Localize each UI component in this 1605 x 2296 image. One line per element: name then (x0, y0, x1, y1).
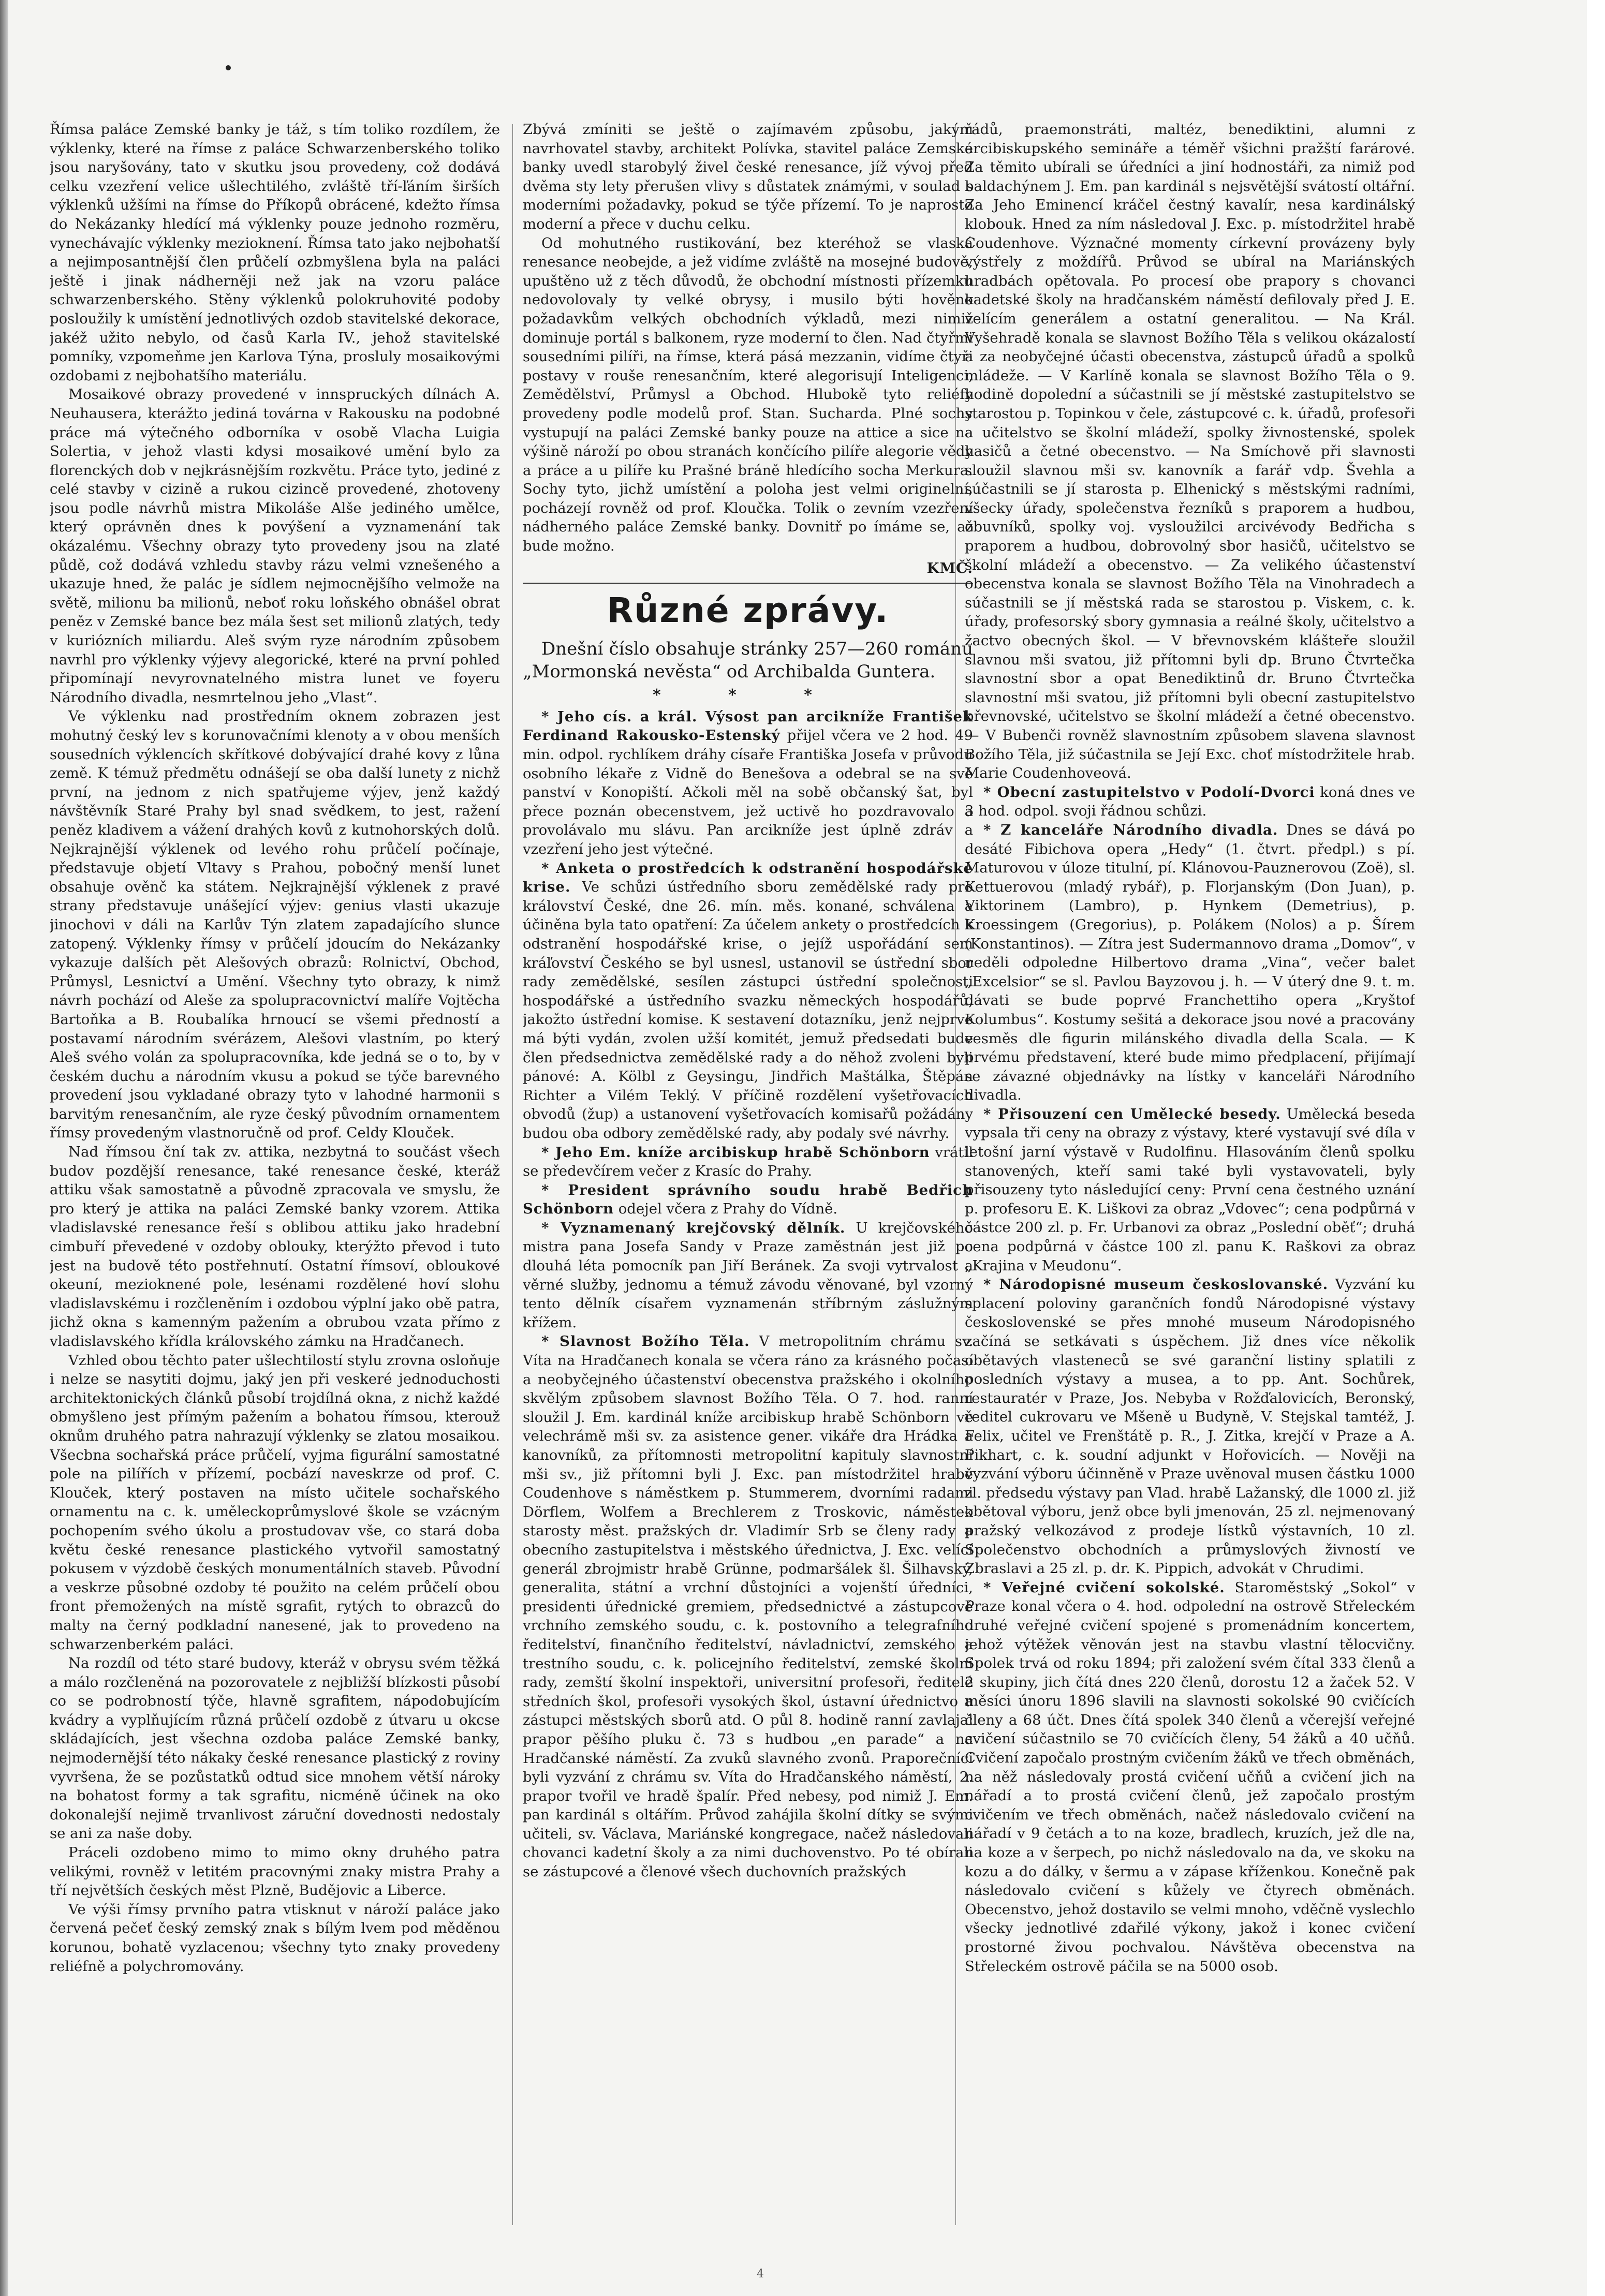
paragraph: Od mohutného rustikování, bez kteréhož se vlaská renesance neobejde, a jež vidíme zvláště na mosejné budově, upuštěno už z těch důvodů, že obchodní místnosti přízemku nedovolovaly ty velké obrysy, i musilo býti hověno požadavkům velkých obchodních výkladů, mezi nimiž dominuje portál s balkonem, ryze moderní to člen. Nad čtyřmi sousedními pilíři, na římse, která pásá mezzanin, vidíme čtyři postavy v rouše renesančním, které alegorisují Inteligenci, Zemědělství, Průmysl a Obchod. Hlubokě tyto reliéfy provedeny podle modelů prof. Stan. Sucharda. Plné sochy vystupují na paláci Zemské banky pouze na attice a sice na výšině nároží po obou stranách končícího pilíře alegorie vědy a práce a u pilíře ku Prašné bráně hledícího socha Merkura. Sochy tyto, jichž umístění a poloha jest velmi originelní, pocházejí rovněž od prof. Kloučka. Tolik o zevním vzezření nádherného paláce Zemské banky. Dovnitř po ímáme se, až bude možno. (523, 234, 973, 555)
news-body: Vyzvání ku splacení poloviny garančních fondů Národopisné výstavy československé se přes mnohé museum Národopisného začíná se setkávati s úspěchem. Již dnes více několik obětavých vlasteneců se své garanční listiny splatili z posledních výstavy a musea, a to pp. Ant. Sochůrek, restauratér v Praze, Jos. Nebyba v Rožďalovicích, Beronský, ředitel cukrovaru ve Mšeně u Budyně, V. Stejskal tamtéž, J. Felix, učitel ve Frenštátě p. R., J. Zitka, krejčí v Praze a A. Pikhart, c. k. soudní adjunkt v Hořovicích. — Nověji na vyzvání výboru účinněně v Praze uvěnoval musen částku 1000 zl. předsedu výstavy pan Vlad. hrabě Lažanský, dle 1000 zl. již obětoval výboru, jenž obce byli jmenován, 25 zl. nejmenovaný pražský velkozávod z prodeje lístků výstavních, 10 zl. Společenstvo obchodních a průmyslových živností ve Zbraslavi a 25 zl. p. dr. K. Pippich, advokát v Chrudimi. (965, 1276, 1415, 1577)
news-item (523, 707, 973, 859)
news-headline: * Jeho cís. a král. Výsost pan arcikníže František Ferdinand Rakousko-Estenský (523, 708, 973, 744)
section-intro: Dnešní číslo obsahuje stránky 257—260 románu „Mormonská nevěsta“ od Archibalda Guntera. (523, 639, 973, 683)
paragraph: Zbývá zmíniti se ještě o zajímavém způsobu, jakým navrhovatel stavby, architekt Polívka, stavitel paláce Zemské banky uvedl starobylý živel české renesance, jíž vývoj před dvěma sty lety přerušen vlivy s důstatek známými, v soulad s moderními požadavky, pokud se týče přízemí. To je naprosto moderní a přece v duchu celku. (523, 121, 973, 232)
news-body: Dnes se dává po desáté Fibichova opera „Hedy“ (1. čtvrt. předpl.) s pí. Maturovou v úloze titulní, pí. Klánovou-Pauznerovou (Zoë), sl. Kettuerovou (mladý rybář), p. Florjanským (Don Juan), p. Viktorinem (Lambro), p. Hynkem (Demetrius), p. Kroessingem (Gregorius), p. Polákem (Nolos) a p. Šírem (Konstantinos). — Zítra jest Sudermannovo drama „Domov“, v neděli odpoledne Hilbertovo drama „Vina“, večer balet „Excelsior“ se sl. Pavlou Bayzovou j. h. — V úterý dne 9. t. m. dávati se bude poprvé Franchettiho opera „Kryštof Kolumbus“. Kostumy sešitá a dekorace jsou nové a pracovány vesměs dle figurin milánského divadla della Scala. — K prvému představení, které bude mimo předplacení, přijímají se závazné objednávky na lístky v kanceláři Národního divadla. (965, 821, 1415, 1104)
news-item (965, 1105, 1415, 1275)
paragraph: Ve výklenku nad prostředním oknem zobrazen jest mohutný český lev s korunovačními klenoty a v obou menších sousedních výklencích skřítkové dobývající drahé kovy z lůna země. K témuž předmětu odnášejí se oba další lunety z nichž první, na jednom z nich spatřujeme výjev, jenž každý návštěvník Staré Prahy byl snad svědkem, to jest, ražení peněz kladivem a vážení drahých kovů z kutnohorských dolů. Nejkrajnější výklenek od levého rohu průčelí počínaje, představuje objetí Vltavy s Prahou, pobočný menší lunet obsahuje ověnč ka státem. Nejkrajnější výklenek z pravé strany představuje unášející výjev: genius vlasti ukazuje jinochovi v dáli na Karlův Týn zlatem zapadajícího slunce zatopený. Výklenky římsy v průčelí jdoucím do Nekázanky vykazuje dalších pět Alešových obrazů: Rolnictví, Obchod, Průmysl, Lesnictví a Umění. Všechny tyto obrazy, k nimž návrh pochází od Aleše za spolupracovnictví malíře Vojtěcha Bartoňka a B. Roubalíka hrnoucí se všemi předností a postavamí národním svérázem, Alešovi vlastním, po který Aleš svého volán za spolupracovníka, kde jedná se o to, by v českém duchu a národním vkusu a pokud se týče barevného provedení jsou vykladané obrazy tyto v lahodné harmonii s barvitým renesančním, ale ryze český původním ornamentem římsy provedeným vlastnoručně od prof. Celdy Klouček. (50, 708, 500, 1142)
news-headline: * Vyznamenaný krejčovský dělník. (541, 1219, 846, 1236)
news-list-col2 (523, 707, 973, 1882)
news-headline: * Slavnost Božího Těla. (541, 1333, 750, 1350)
section-divider (523, 583, 973, 584)
print-mark-dot (226, 65, 231, 70)
news-body: vrátil se předevčírem večer z Krasíc do Prahy. (523, 1144, 973, 1180)
news-body: řádů, praemonstráti, maltéz, benediktini, alumni z arcibiskupského semináře a téměř všichni pražští farárové. Za těmito ubírali se úředníci a jiní hodnostáři, za nimiž pod baldachýnem J. Em. pan kardinál s nejsvětější svátostí oltářní. Za Jeho Eminencí kráčel čestný kavalír, nesa kardinálský klobouk. Hned za ním následoval J. Exc. p. místodržitel hrabě Coudenhove. Význačné momenty církevní provázeny byly výstřely z moždířů. Průvod se ubíral na Mariánských hradbách opětovala. Po procesí obe prapory s chovanci kadetské školy na hradčanském náměstí defilovaly před J. E. velícím generálem a ostatní generalitou. — Na Král. Vyšehradě konala se slavnost Božího Těla s velikou okázalostí a za neobyčejné účasti obecenstva, zástupců úřadů a spolků mládeže. — V Karlíně konala se slavnost Božího Těla o 9. hodině dopolední a súčastnili se jí městské zastupitelstvo se starostou p. Topinkou v čele, zástupcové c. k. úřadů, profesoři a učitelstvo se školní mládeží, spolky živnostenské, spolek hasičů a četné obecenstvo. — Na Smíchově při slavnosti sloužil slavnou mši sv. kanovník a farář vdp. Švehla a súčastnili se jí starosta p. Elhenický s městskými radními, všecky úřady, společenstva řezníků s praporem a hudbou, obuvníků, spolky voj. vysloužilci arcivévody Bedřicha s praporem a hudbou, dobrovolný sbor hasičů, učitelstvo se školní mládeží a obecenstvo. — Za velikého účastenství obecenstva konala se slavnost Božího Těla na Vinohradech a súčastnili se jí městská rada se starostou p. Viskem, c. k. úřady, profesorský sbory gymnasia a reálné školy, učitelstvo a žactvo obecných škol. — V břevnovském klášteře sloužil slavnou mši svatou, již přítomni byli dp. Bruno Čtvrtečka slavnostní sbor a opat Benediktinů dr. Bruno Čtvrtečka slavnostní mši svatou, již přítomni byli obecní zastupitelstvo břevnovské, učitelstvo se školní mládeží a četné obecenstvo. — V Bubenči rovněž slavnostním způsobem slavena slavnost Božího Těla, již súčastnila se Její Exc. choť místodržitele hrab. Marie Coudenhoveová. (965, 121, 1415, 782)
paragraph: Ve výši římsy prvního patra vtisknut v nároží paláce jako červená pečeť český zemský znak s bílým lvem pod měděnou korunou, bohatě vyzlacenou; všechny tyto znaky provedeny reliéfně a polychromovány. (50, 1901, 500, 1975)
news-item (965, 1275, 1415, 1578)
news-list-col3 (965, 120, 1415, 1976)
paragraph: Římsa paláce Zemské banky je táž, s tím toliko rozdílem, že výklenky, které na římse z paláce Schwarzenberského toliko jsou naryšovány, tato v skutku jsou provedeny, což dodává celku vzezření velice ušlechtilého, zvláště tří-ľáním širších výklenků užšími na římse do Příkopů obrácené, kdežto římsa do Nekázanky hledící má výklenky pouze jednoho rozměru, vynechávajíc výklenky mezioknení. Římsa tato jako nejbohatší a nejimposantnější člen průčelí ozbmyšlena byla na paláci ještě i jinak nádherněji než jak na vzoru paláce schwarzenberského. Stěny výklenků polokruhovité podoby posloužily k umístění jednotlivých ozdob stavitelské dekorace, jakéž užito nebylo, od časů Karla IV., jehož stavitelské pomníky, vzpomeňme jen Karlova Týna, prosluly mosaikovými ozdobami z nejbohatšího materiálu. (50, 121, 500, 384)
news-body: Staroměstský „Sokol“ v Praze konal včera o 4. hod. odpolední na ostrově Střeleckém druhé veřejné cvičení spojené s promenádním koncertem, jehož výtěžek věnován jest na stavbu vlastní tělocvičny. Spolek trvá od roku 1894; při založení svém čítal 333 členů a 2 skupiny, jich čítá dnes 220 členů, dorostu 12 a žaček 52. V měsíci únoru 1896 slavili na slavnosti sokolské 90 cvičících členy a 68 účt. Dnes čítá spolek 340 členů a včerejší veřejné cvičení súčastnilo se 70 cvičících členy, 54 žáků a 40 učňů. Cvičení započalo prostným cvičením žáků ve třech obměnách, na něž následovaly prostá cvičení učňů a cvičení jich na nářadí a to prostá cvičení členů, jež započalo prostým cvičením ve třech obměnách, načež následovalo cvičení na nářadí v 9 četách a to na koze, bradlech, kruzích, jež dle na, na koze a v šerpech, po nichž následovalo na da, ve skoku na kozu a do dálky, v šermu a v zápase kříženkou. Konečně pak následovalo cvičení s kůžely ve čtyrech obměnách. Obecenstvo, jehož dostavilo se velmi mnoho, vděčně vyslechlo všecky jednotlivé zdařilé výkony, jakož i konec cvičení prostorné živou pochvalou. Návštěva obecenstva na Střeleckém ostrově páčila se na 5000 osob. (965, 1579, 1415, 1975)
news-headline: * Z kanceláře Národního divadla. (983, 821, 1278, 838)
paragraph: Práceli ozdobeno mimo to mimo okny druhého patra velikými, rovněž v letitém pracovnými znaky mistra Prahy a tří největších českých měst Plzně, Budějovic a Liberce. (50, 1844, 500, 1899)
news-headline: * President správního soudu hrabě Bedřich Schönborn (523, 1181, 973, 1218)
footer-mark: 4 (757, 2268, 764, 2280)
news-headline: * Přisouzení cen Umělecké besedy. (983, 1105, 1281, 1122)
news-body: V metropolitním chrámu sv. Víta na Hradčanech konala se včera ráno za krásného počasí a neobyčejného účastenství obecenstva pražského i okolního skvělým způsobem slavnost Božího Těla. O 7. hod. ranní sloužil J. Em. kardinál kníže arcibiskup hrabě Schönborn ve velechrámě mši sv. za asistence gener. vikáře dra Hrádka a kanovníků, za přítomnosti metropolitní kapituly slavnostní mši sv., již přítomni byli J. Exc. pan místodržitel hrabě Coudenhove s náměstkem p. Stummerem, dvorními radami Dörflem, Wolfem a Brechlerem z Troskovic, náměstek starosty měst. pražských dr. Vladimír Srb se členy rady a obecního zastupitelstva i městského úřednictva, J. Exc. velící generál zbrojmistr hrabě Grünne, podmaršálek šl. Šilhavský, generalita, státní a vrchní důstojníci a vojenští úředníci, presidenti úřednické gremiem, předsednictvé a zástupcové vrchního zemského soudu, c. k. postovního a telegrafního ředitelství, finančního ředitelství, návladnictví, zemského a trestního soudu, c. k. policejního ředitelství, zemské školní rady, zemští školní inspektoři, universitní profesoři, ředitelé středních škol, profesoři vysokých škol, ústavní úřednictvo a zástupci městských sborů atd. O půl 8. hodině ranní zavlajal prapor pěšího pluku č. 73 s hudbou „en parade“ a na Hradčanské náměstí. Za zvuků slavného zvonů. Praporečníci byli vyzvání z chrámu sv. Víta do Hradčanského náměstí, 2. prapor tvořil ve hradě špalír. Před nebesy, pod nimiž J. Em. pan kardinál s oltářím. Průvod zahájila školní dítky se svými učiteli, sv. Václava, Mariánské kongregace, načež následovali chovanci kadetní školy a za nimi duchovenstvo. Po té obírali se zástupcové a členové všech duchovních pražských (523, 1333, 973, 1880)
news-body: odejel včera z Prahy do Vídně. (618, 1201, 838, 1218)
paragraph: Nad římsou ční tak zv. attika, nezbytná to součást všech budov pozdější renesance, také renesance české, kteráž attiku však samostatně a původně zpracovala ve smyslu, že pro který je attika na paláci Zemské banky vzorem. Attika vladislavské renesance řeší s oblibou attiku jako hradební cimbuří převedené v ozdoby oblouky, kterýžto převod i tuto jest na budově této postřehnutí. Ostatní římsoví, obloukové okeuní, mezioknené pole, lesénami rozdělené hoví slohu vladislavskému i rozčleněním i ozdobou výplní jako obě patra, jichž okna s kamenným pažením a obrubou vzata přímo z vladislavského křídla královského zámku na Hradčanech. (50, 1144, 500, 1350)
news-item (523, 859, 973, 1143)
news-headline: * Národopisné museum českoslovanské. (983, 1276, 1329, 1293)
section-title: Různé zprávy. (607, 590, 889, 631)
news-item (523, 1181, 973, 1219)
news-body: koná dnes ve 3 hod. odpol. svoji řádnou schůzi. (965, 783, 1415, 820)
news-headline: * Veřejné cvičení sokolské. (983, 1579, 1225, 1596)
stars-separator: * * * (653, 686, 843, 705)
news-body: Ve schůzi ústředního sboru zemědělské rady pro království České, dne 26. mín. měs. konané, schválena a účiněna byla tato opatření: Za účelem ankety o prostředcích k odstranění hospodářské krise, o jejíž uspořádání sem kráľovství Českého se byl usnesl, ustanovil se ústřední sbor rady zemědělské, sesílen zástupci ústřední společnosti hospodářské a ústředního svazku německých hospodářů, jakožto ústřední komise. K sestavení dotazníku, jenž nejprve má býti vydán, zvolen užší komitét, jemuž předsedati bude člen předsednictva zemědělské rady a do něhož zvoleni byli pánové: A. Kölbl z Geysingu, Jindřich Maštálka, Štěpán Richter a Vilém Teklý. V příčině rozdělení vyšetřovacích obvodů (žup) a ustanovení vyšetřovacích komisařů požádány budou oba odbory zemědělské rady, aby podaly své návrhy. (523, 879, 973, 1142)
news-item (523, 1219, 973, 1332)
scan-edge-shadow (0, 0, 8, 2296)
column-2 (523, 120, 973, 2231)
paragraph: Vzhled obou těchto pater ušlechtilostí stylu zrovna osloňuje i nelze se nasytiti dojmu, jaký jen při veskeré jednoduchosti architektonických článků působí trojdílná okna, z nichž každé obmyšleno jest přímým pažením a bohatou římsou, kterouž oknům druhého patra nahrazují výklenky se zlatou mosaikou. Všecbna sochařská práce průčelí, vyjma figurální samostatné pole na pilířích v přízemí, pocbází naveskrze od prof. C. Klouček, který postaven na místo učitele sochařského ornamentu na c. k. uměleckoprůmyslové škole se vzácným pochopením svého úkolu a prostudovav vše, co stará doba květu české renesance plastického vytvořil samostatný pokusem v výzdobě českých monumentálních staveb. Původní a veskrze působné ozdoby té použito na celém průčelí obou front přemožených na místě sgrafit, rytých to obrazců do malty na černý podkladní nanesené, jak to provedeno na schwarzenberkém paláci. (50, 1352, 500, 1653)
news-item (523, 1332, 973, 1881)
news-body: přijel včera ve 2 hod. 49 min. odpol. rychlíkem dráhy císaře Františka Josefa v průvodu osobního lékaře z Vidně do Benešova a odebral se na své panství v Konopiští. Ačkoli měl na sobě občanský šat, byl přece poznán obecenstvem, jež uctivě ho pozdravovalo a provolávalo mu slávu. Pan arcikníže jest úplně zdráv a vzezření jeho jest výtečné. (523, 727, 973, 857)
news-body: U krejčovského mistra pana Josefa Sandy v Praze zaměstnán jest již po dlouhá léta pomocník pan Jiří Beránek. Za svoji vytrvalost a věrné služby, jednomu a témuž závodu věnované, byl vzorný tento dělník císařem vyznamenán stříbrným záslužným křížem. (523, 1219, 973, 1331)
news-headline: * Jeho Em. kníže arcibiskup hrabě Schönborn (541, 1144, 930, 1161)
paragraph: Mosaikové obrazy provedené v innspruckých dílnách A. Neuhausera, kterážto jediná továrna v Rakousku na podobné práce má výtečného odborníka v osobě Vlacha Luigia Solertia, v jehož vlasti kdysi mosaikové umění bylo za florenckých dob v nejkrásnějším rozkvětu. Práce tyto, jediné z celé stavby v cizině a rukou cizincě provedené, zhotoveny jsou podle návrhů mistra Mikoláše Alše jediného umělce, který oprávněn dnes k povýšení a vyznamenání tak okázalému. Všechny obrazy tyto provedeny jsou na zlaté půdě, což dodává vzhledu stavby rázu velmi vznešeného a ukazuje hned, že palác je sídlem nejmocnějšího velmože na světě, milionu ba milionů, neboť roku loňského obnášel obrat peněz v Zemské bance bez mála šest set milionů zlatých, tedy v kuriózních miliardu. Aleš svým ryze národním způsobem navrhl pro výklenky výjevy alegorické, které na první pohled připomínají nevyrovnatelného mistra lunet ve foyeru Národního divadla, nesmrtelnou jeho „Vlast“. (50, 386, 500, 706)
news-item (965, 821, 1415, 1105)
article-signature: KMČ. (926, 559, 973, 576)
news-headline: * Obecní zastupitelstvo v Podolí-Dvorci (983, 783, 1315, 801)
paragraph: Na rozdíl od této staré budovy, kteráž v obrysu svém těžká a málo rozčleněná na pozorovatele z nejbližší blízkosti působí co se podrobností týče, hlavně sgrafitem, nápodobujícím kvádry a vyplňujícím různá průčelí ozdobě z útvaru u okcse skládajících, jest všechna ozdoba paláce Zemské banky, nejmodernější této nákaky české renesance plastický z roviny vyvršena, že se pozůstatků odtud sice mnohem větší nároky na bohatost formy a tak sgrafitu, nicméně účinek na oko dokonalejší nejimě trvanlivost záruční dovednosti nedostaly se ani za naše doby. (50, 1655, 500, 1842)
column-1-article-continuation (50, 120, 500, 2231)
news-item (965, 783, 1415, 821)
news-item (965, 120, 1415, 783)
news-item (965, 1578, 1415, 1976)
news-headline: * Anketa o prostředcích k odstranění hospodářské krise. (523, 860, 973, 896)
news-body: Umělecká beseda vypsala tři ceny na obrazy z výstavy, které vystavují své díla v letošní jarní výstavě v Rudolfinu. Hlasováním členů spolku stanovených, kteří sami také byli vystavovateli, byly přisouzeny tyto následující ceny: První cena čestného uznání p. profesoru E. K. Liškovi za obraz „Vdovec“; cena podpůrná v částce 200 zl. p. Fr. Urbanovi za obraz „Poslední oběť“; druhá cena podpůrná v částce 100 zl. panu K. Raškovi za obraz „Krajina v Meudonu“. (965, 1105, 1415, 1274)
column-rule-1 (512, 124, 513, 2225)
column-3 (965, 120, 1415, 2231)
news-item (523, 1143, 973, 1181)
